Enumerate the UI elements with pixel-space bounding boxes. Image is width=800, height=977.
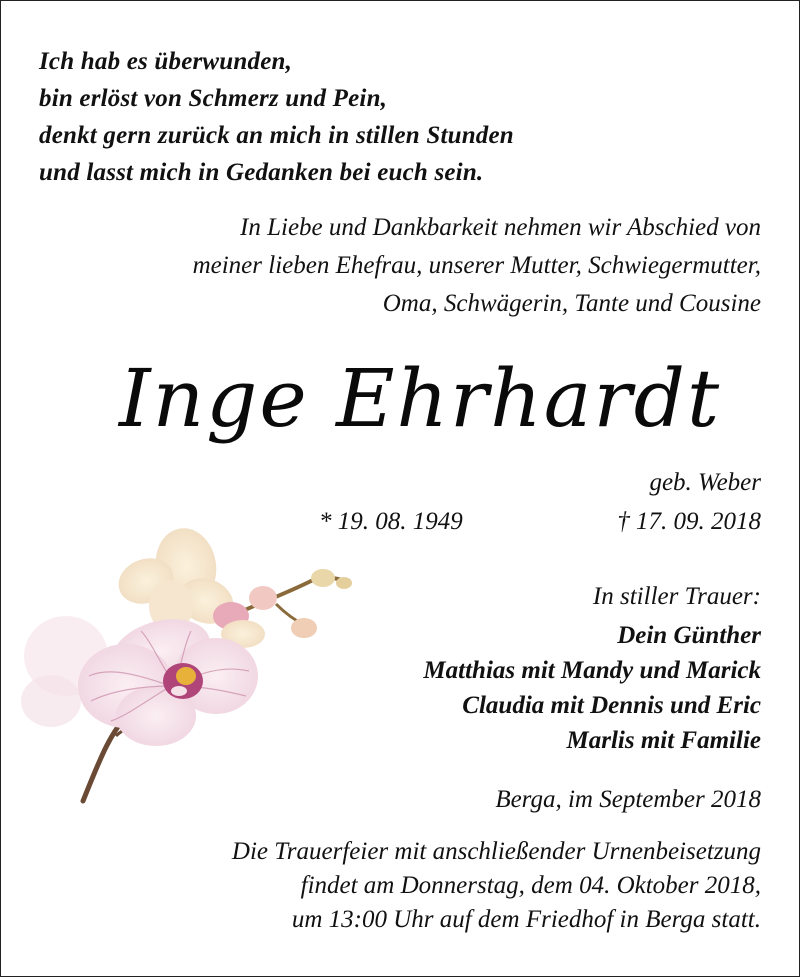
farewell-introduction (21, 209, 761, 323)
intro-line: meiner lieben Ehefrau, unserer Mutter, Schwiegermutter, (192, 252, 761, 279)
poem-line: denkt gern zurück an mich in stillen Stunden (39, 122, 514, 149)
mourner-name: Marlis mit Familie (566, 727, 761, 754)
memorial-poem (39, 43, 514, 191)
mourner-name: Dein Günther (617, 622, 761, 649)
ceremony-line: Die Trauerfeier mit anschließender Urnenbeisetzung (231, 838, 761, 865)
place-and-date: Berga, im September 2018 (495, 786, 761, 813)
mourner-name: Matthias mit Mandy und Marick (423, 657, 761, 684)
mourner-name: Claudia mit Dennis und Eric (462, 692, 761, 719)
poem-line: und lasst mich in Gedanken bei euch sein. (39, 159, 484, 186)
maiden-name: geb. Weber (649, 469, 761, 496)
death-date: † 17. 09. 2018 (617, 508, 761, 535)
ceremony-line: findet am Donnerstag, dem 04. Oktober 2018, (300, 872, 761, 899)
deceased-name: Inge Ehrhardt (119, 352, 722, 445)
intro-line: Oma, Schwägerin, Tante und Cousine (382, 290, 761, 317)
mourning-heading: In stiller Trauer: (592, 583, 761, 610)
ceremony-details (21, 835, 761, 937)
mourners-list (261, 618, 761, 758)
ceremony-line: um 13:00 Uhr auf dem Friedhof in Berga statt. (291, 906, 761, 933)
poem-line: bin erlöst von Schmerz und Pein, (39, 85, 388, 112)
birth-date: * 19. 08. 1949 (319, 508, 463, 535)
intro-line: In Liebe und Dankbarkeit nehmen wir Abschied von (240, 214, 761, 241)
poem-line: Ich hab es überwunden, (39, 48, 293, 75)
